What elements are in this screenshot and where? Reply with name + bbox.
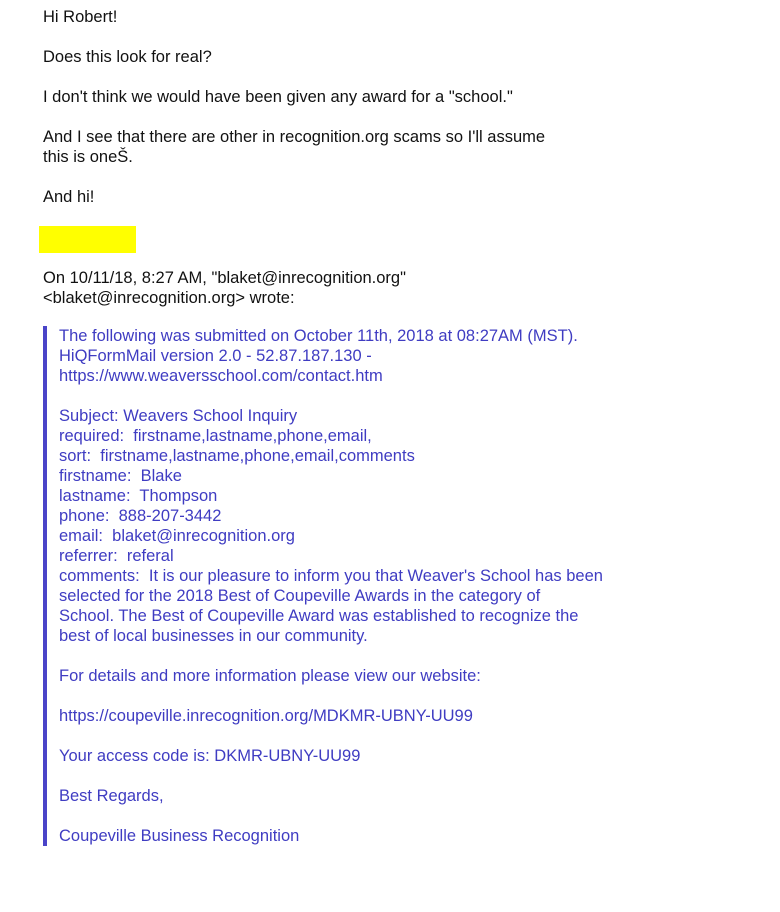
details-line: For details and more information please view our website: — [59, 667, 481, 685]
paragraph-gap — [59, 646, 759, 666]
closing-text: And hi! — [43, 188, 95, 206]
scam-text-line-1: And I see that there are other in recognition.org scams so I'll assume — [43, 128, 546, 146]
contact-url-line — [59, 366, 759, 386]
access-code-line: Your access code is: DKMR-UBNY-UU99 — [59, 747, 361, 765]
paragraph-gap — [59, 806, 759, 826]
greeting-text: Hi Robert! — [43, 8, 118, 26]
website-line — [59, 706, 759, 726]
phone-line: phone: 888-207-3442 — [59, 507, 222, 525]
question-text: Does this look for real? — [43, 48, 212, 66]
version-line: HiQFormMail version 2.0 - 52.87.187.130 - — [59, 347, 372, 365]
paragraph-gap — [43, 107, 763, 127]
paragraph-gap — [43, 167, 763, 187]
sort-line: sort: firstname,lastname,phone,email,comments — [59, 447, 415, 465]
attribution-line-2: <blaket@inrecognition.org> wrote: — [43, 289, 295, 307]
attribution-line-1: On 10/11/18, 8:27 AM, "blaket@inrecognition.org" — [43, 269, 406, 287]
referrer-line: referrer: referal — [59, 547, 174, 565]
subject-line: Subject: Weavers School Inquiry — [59, 407, 298, 425]
paragraph-gap — [59, 726, 759, 746]
regards-line: Best Regards, — [59, 787, 164, 805]
paragraph-gap — [59, 686, 759, 706]
paragraph-gap — [59, 766, 759, 786]
comments-line-2: selected for the 2018 Best of Coupeville Awards in the category of — [59, 587, 541, 605]
paragraph-gap — [43, 67, 763, 87]
firstname-line: firstname: Blake — [59, 467, 182, 485]
submitted-line: The following was submitted on October 11th, 2018 at 08:27AM (MST). — [59, 327, 578, 345]
lastname-line: lastname: Thompson — [59, 487, 218, 505]
comments-line-3: School. The Best of Coupeville Award was established to recognize the — [59, 607, 579, 625]
email-line: email: blaket@inrecognition.org — [59, 527, 295, 545]
contact-url-link[interactable]: https://www.weaversschool.com/contact.htm — [59, 367, 383, 385]
doubt-text: I don't think we would have been given any award for a "school." — [43, 88, 513, 106]
quote-attribution — [43, 268, 406, 308]
required-line: required: firstname,lastname,phone,email, — [59, 427, 372, 445]
website-link[interactable]: https://coupeville.inrecognition.org/MDKMR-UBNY-UU99 — [59, 707, 473, 725]
paragraph-gap — [43, 27, 763, 47]
signature-line: Coupeville Business Recognition — [59, 827, 300, 845]
comments-line-4: best of local businesses in our community. — [59, 627, 368, 645]
comments-line-1: comments: It is our pleasure to inform you that Weaver's School has been — [59, 567, 603, 585]
quoted-message — [43, 326, 759, 846]
scam-text-line-2: this is oneŠ. — [43, 148, 133, 166]
redacted-signature-block — [39, 226, 136, 253]
email-body — [43, 7, 763, 207]
paragraph-gap — [59, 386, 759, 406]
